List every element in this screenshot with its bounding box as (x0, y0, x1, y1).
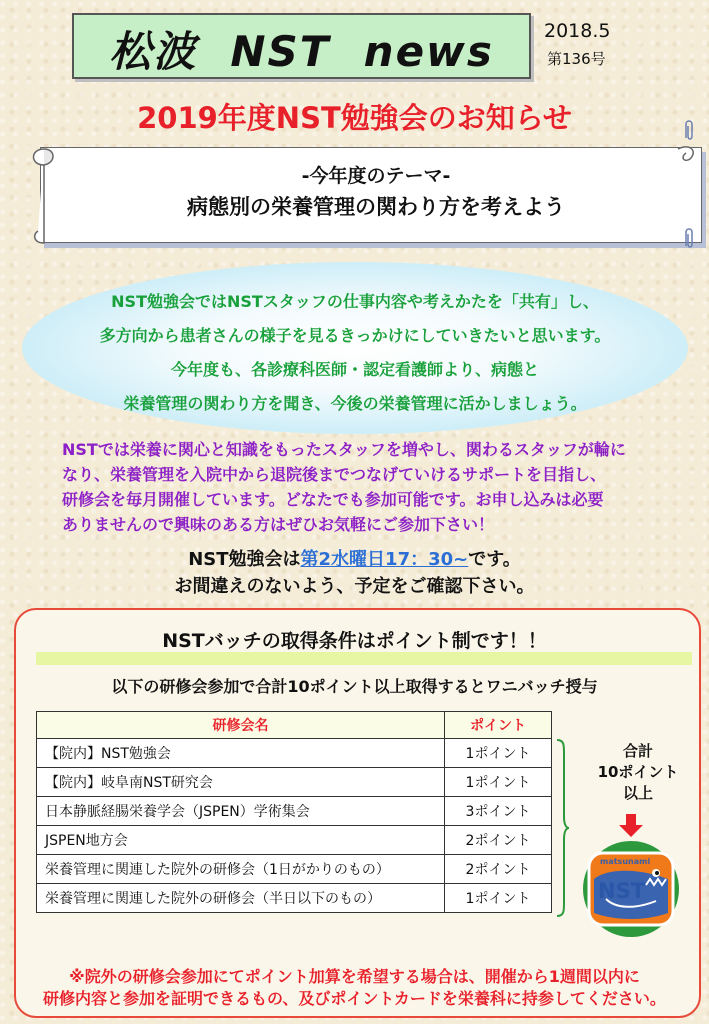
points-subheading: 以下の研修会参加で合計10ポイント以上取得するとワニバッチ授与 (111, 677, 598, 696)
paragraph-line: なり、栄養管理を入院中から退院後までつなげていけるサポートを目指し、 (62, 465, 607, 484)
intro-line: 今年度も、各診療科医師・認定看護師より、病態と (170, 360, 539, 379)
course-points: 2ポイント (445, 826, 552, 855)
course-name: 栄養管理に関連した院外の研修会（1日がかりのもの） (37, 855, 445, 884)
schedule-suffix: です。 (468, 549, 521, 570)
course-name: 【院内】岐阜南NST研究会 (37, 768, 445, 797)
total-line: 以上 (622, 784, 653, 802)
course-points: 1ポイント (445, 768, 552, 797)
course-points: 1ポイント (445, 884, 552, 913)
points-table (36, 711, 552, 913)
note-line: ※院外の研修会参加にてポイント加算を希望する場合は、開催から1週間以内に (69, 967, 640, 986)
schedule-prefix: NST勉強会は (188, 549, 301, 570)
intro-line: 栄養管理の関わり方を聞き、今後の栄養管理に活かしましょう。 (123, 394, 587, 413)
header-course-name: 研修会名 (37, 712, 445, 739)
issue-number: 第136号 (547, 50, 606, 68)
course-points: 1ポイント (445, 739, 552, 768)
intro-line: NST勉強会ではNSTスタッフの仕事内容や考えかたを「共有」し、 (111, 292, 599, 311)
table-row (37, 739, 552, 768)
course-name: 【院内】NST勉強会 (37, 739, 445, 768)
points-heading: NSTバッチの取得条件はポイント制です！！ (162, 630, 547, 652)
note-line: 研修内容と参加を証明できるもの、及びポイントカードを栄養科に持参してください。 (43, 989, 666, 1008)
headline: 2019年度NST勉強会のお知らせ (137, 101, 572, 135)
paperclip-icon (682, 118, 696, 142)
total-line: 10ポイント (597, 763, 679, 781)
course-points: 3ポイント (445, 797, 552, 826)
course-points: 2ポイント (445, 855, 552, 884)
theme-scroll-banner (26, 143, 698, 247)
course-name: JSPEN地方会 (37, 826, 445, 855)
schedule-line (0, 545, 709, 571)
masthead (72, 13, 531, 79)
heading-highlight (36, 652, 692, 665)
schedule-time: 第2水曜日17：30~ (300, 549, 469, 570)
course-name: 栄養管理に関連した院外の研修会（半日以下のもの） (37, 884, 445, 913)
table-row (37, 797, 552, 826)
paperclip-icon (682, 226, 696, 250)
theme-label: -今年度のテーマ- (301, 165, 451, 187)
issue-date: 2018.5 (544, 20, 611, 42)
paragraph-line: 研修会を毎月開催しています。どなたでも参加可能です。お申し込みは必要 (62, 490, 604, 509)
theme-title: 病態別の栄養管理の関わり方を考えよう (187, 195, 565, 219)
masthead-title: 松波 NST news (109, 27, 494, 76)
paragraph-line: ありませんので興味のある方はぜひお気軽にご参加下さい！ (62, 515, 495, 534)
table-header-row (37, 712, 552, 739)
table-row (37, 768, 552, 797)
schedule-reminder: お間違えのないよう、予定をご確認下さい。 (174, 576, 535, 597)
intro-line: 多方向から患者さんの様子を見るきっかけにしていきたいと思います。 (99, 326, 611, 345)
badge-top-text: matsunami (600, 857, 651, 866)
total-line: 合計 (622, 742, 653, 760)
badge-main-text: NST (598, 879, 646, 903)
table-row (37, 826, 552, 855)
table-row (37, 855, 552, 884)
arrow-down-icon (618, 814, 644, 838)
paragraph-line: NSTでは栄養に関心と知識をもったスタッフを増やし、関わるスタッフが輪に (62, 440, 626, 459)
header-points: ポイント (445, 712, 552, 739)
table-row (37, 884, 552, 913)
total-points-label (583, 741, 693, 804)
brace-icon (556, 739, 570, 917)
course-name: 日本静脈経腸栄養学会（JSPEN）学術集会 (37, 797, 445, 826)
